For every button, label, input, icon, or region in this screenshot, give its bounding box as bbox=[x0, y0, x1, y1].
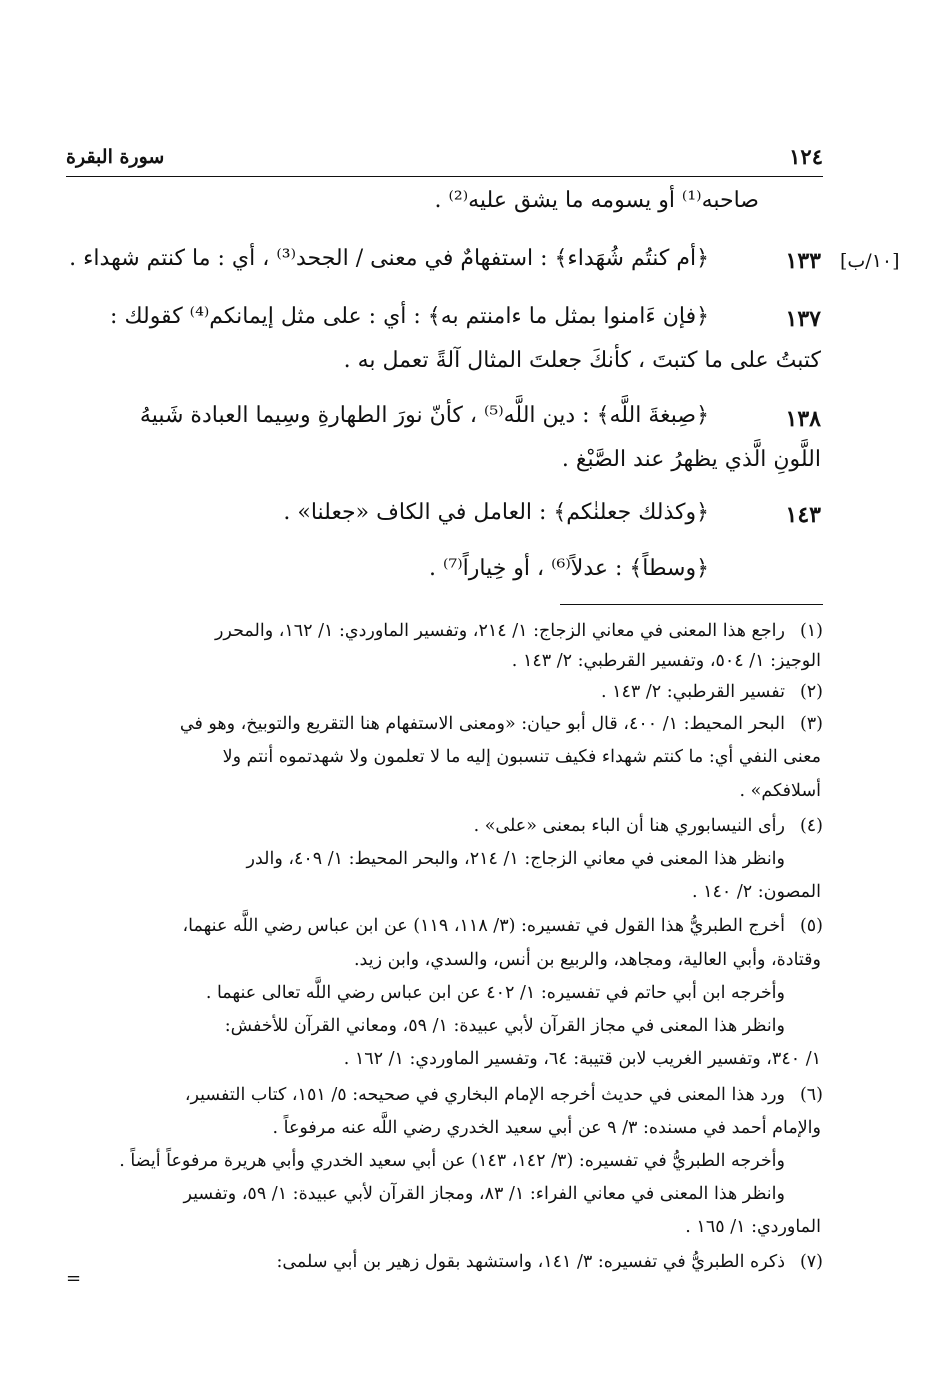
footnote-label: (١) bbox=[799, 621, 823, 641]
body-line: ﴿صِبغةَ اللَّه﴾ : دين اللَّه⁽⁵⁾ ، كأنّ نورَ الطهارةِ وسِيما العبادة شَبيهُ bbox=[139, 403, 709, 428]
footnote-label: (٤) bbox=[799, 816, 823, 836]
page-number: ١٢٤ bbox=[789, 144, 823, 169]
page-header bbox=[66, 146, 823, 177]
footnote-line: البحر المحيط: ١/ ٤٠٠، قال أبو حيان: «ومعنى الاستفهام هنا التقريع والتوبيخ، وهو في bbox=[179, 714, 785, 734]
footnote-line: تفسير القرطبي: ٢/ ١٤٣ . bbox=[600, 682, 785, 702]
footnote-line: رأى النيسابوري هنا أن الباء بمعنى «على» . bbox=[473, 816, 785, 836]
footnote-line: الماوردي: ١/ ١٦٥ . bbox=[685, 1217, 821, 1237]
footnote-separator bbox=[560, 604, 823, 605]
footnote-line: وانظر هذا المعنى في معاني الزجاج: ١/ ٢١٤، والبحر المحيط: ١/ ٤٠٩، والدر bbox=[246, 849, 785, 869]
footnote-line: وأخرجه ابن أبي حاتم في تفسيره: ١/ ٤٠٢ عن ابن عباس رضي اللَّه تعالى عنهما . bbox=[205, 983, 785, 1003]
footnote-label: (٣) bbox=[799, 714, 823, 734]
footnote-line: ١/ ٣٤٠، وتفسير الغريب لابن قتيبة: ٦٤، وتفسير الماوردي: ١/ ١٦٢ . bbox=[343, 1049, 821, 1069]
body-line: ﴿وكذلك جعلنٰكم﴾ : العامل في الكاف «جعلنا» . bbox=[283, 500, 709, 525]
body-line: ﴿فإن ءَامنوا بمثل ما ءامنتم به﴾ : أي : على مثل إيمانكم⁽⁴⁾ كقولك : bbox=[110, 304, 709, 329]
footnote-label: (٥) bbox=[799, 916, 823, 936]
footnote-label: (٢) bbox=[799, 682, 823, 702]
body-line: ﴿وسطاً﴾ : عدلاً⁽⁶⁾ ، أو خِياراً⁽⁷⁾ . bbox=[429, 556, 709, 581]
verse-number: ١٣٨ bbox=[785, 406, 821, 432]
footnote-line: أسلافكم» . bbox=[739, 781, 821, 801]
footnote-line: وانظر هذا المعنى في مجاز القرآن لأبي عبيدة: ١/ ٥٩، ومعاني القرآن للأخفش: bbox=[224, 1016, 785, 1036]
surah-title: سورة البقرة bbox=[66, 146, 165, 168]
body-line: صاحبه⁽¹⁾ أو يسومه ما يشق عليه⁽²⁾ . bbox=[434, 188, 759, 213]
footnote-line: وقتادة، وأبي العالية، ومجاهد، والربيع بن أنس، والسدي، وابن زيد. bbox=[353, 950, 821, 970]
footnote-line: الوجيز: ١/ ٥٠٤، وتفسير القرطبي: ٢/ ١٤٣ . bbox=[511, 651, 821, 671]
footnote-line: المصون: ٢/ ١٤٠ . bbox=[691, 882, 821, 902]
body-line: كتبتُ على ما كتبتَ ، كأنكَ جعلتَ المثال آلةً تعمل به . bbox=[343, 348, 821, 373]
verse-number: ١٣٣ bbox=[785, 248, 821, 274]
footnote-line: راجع هذا المعنى في معاني الزجاج: ١/ ٢١٤، وتفسير الماوردي: ١/ ١٦٢، والمحرر bbox=[214, 621, 785, 641]
verse-number: ١٤٣ bbox=[785, 502, 821, 528]
footnote-label: (٦) bbox=[799, 1085, 823, 1105]
footnote-line: معنى النفي أي: ما كنتم شهداء فكيف تنسبون إليه ما لا تعلمون ولا شهدتموه أنتم ولا bbox=[222, 747, 821, 767]
footnote-line: ورد هذا المعنى في حديث أخرجه الإمام البخاري في صحيحه: ٥/ ١٥١، كتاب التفسير، bbox=[184, 1085, 785, 1105]
footnote-line: والإمام أحمد في مسنده: ٣/ ٩ عن أبي سعيد الخدري رضي اللَّه عنه مرفوعاً . bbox=[272, 1118, 821, 1138]
footnote-line: وأخرجه الطبريُّ في تفسيره: (٣/ ١٤٢، ١٤٣) عن أبي سعيد الخدري وأبي هريرة مرفوعاً أيضاً . bbox=[119, 1151, 785, 1171]
footnote-line: ذكره الطبريُّ في تفسيره: ٣/ ١٤١، واستشهد بقول زهير بن أبي سلمى: bbox=[276, 1252, 785, 1272]
footnote-line: أخرج الطبريُّ هذا القول في تفسيره: (٣/ ١١٨، ١١٩) عن ابن عباس رضي اللَّه عنهما، bbox=[182, 916, 785, 936]
body-line: ﴿أم كنتُم شُهَداء﴾ : استفهامٌ في معنى / الجحد⁽³⁾ ، أي : ما كنتم شهداء . bbox=[69, 246, 709, 271]
verse-number: ١٣٧ bbox=[785, 306, 821, 332]
body-line: اللَّونِ الَّذي يظهرُ عند الصَّبْغ . bbox=[561, 447, 821, 472]
continuation-mark: = bbox=[66, 1268, 82, 1289]
footnote-label: (٧) bbox=[799, 1252, 823, 1272]
margin-note: [١٠/ب] bbox=[840, 250, 900, 272]
footnote-line: وانظر هذا المعنى في معاني الفراء: ١/ ٨٣، ومجاز القرآن لأبي عبيدة: ١/ ٥٩، وتفسير bbox=[183, 1184, 785, 1204]
